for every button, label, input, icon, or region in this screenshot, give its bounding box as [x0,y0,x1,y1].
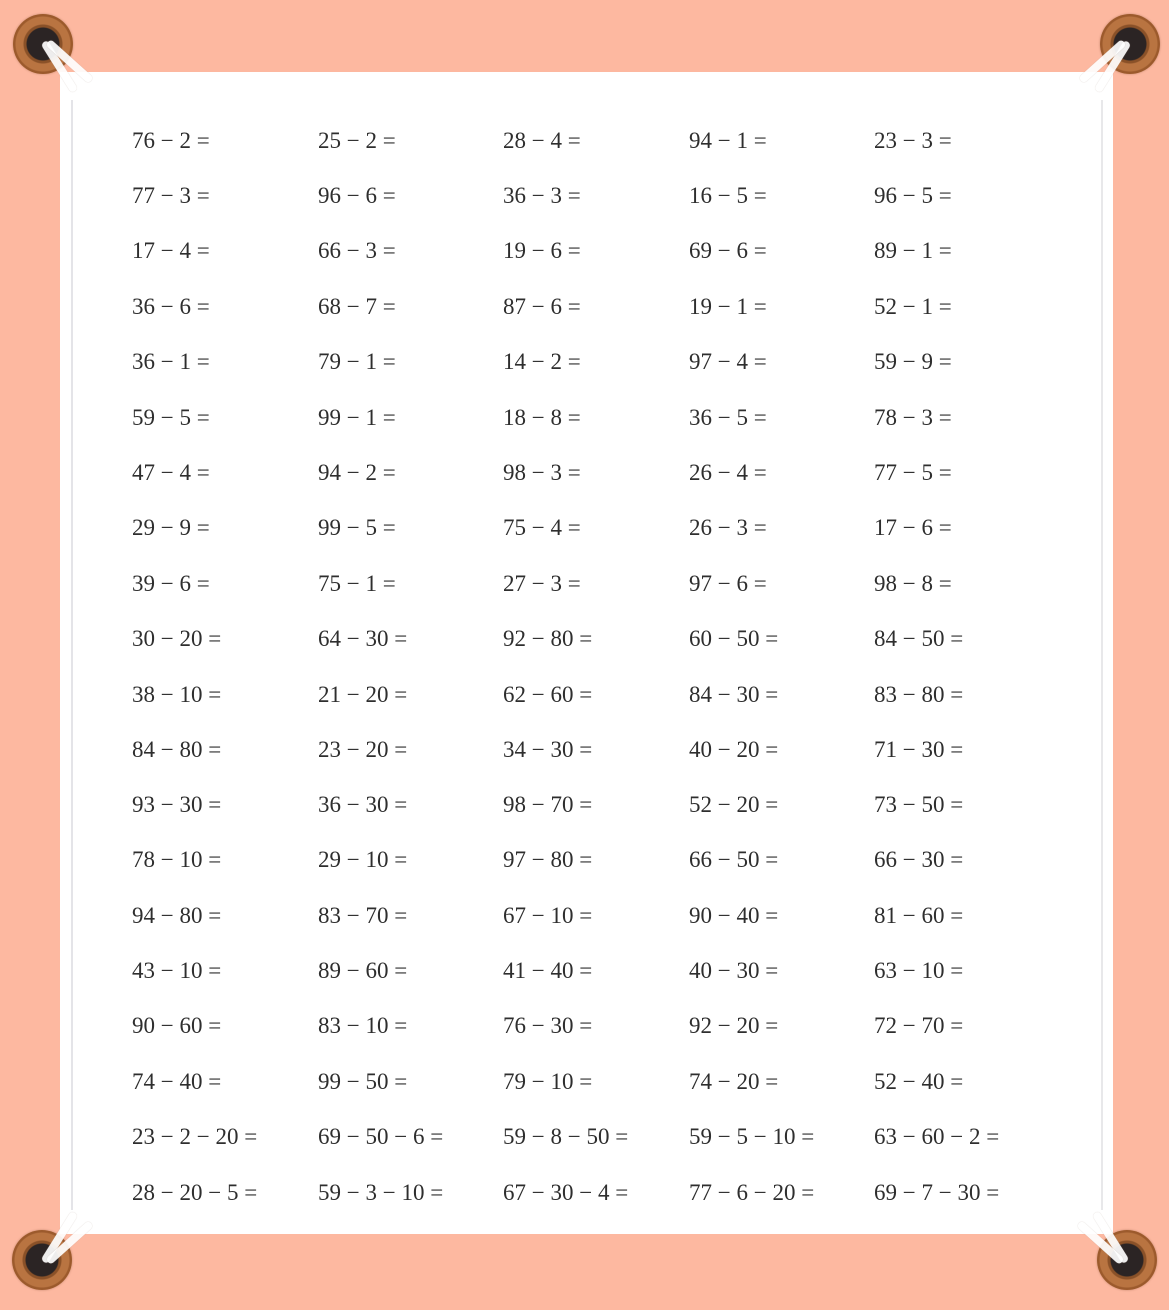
math-problem: 84 − 50 = [874,626,964,651]
math-problem: 59 − 3 − 10 = [318,1180,444,1205]
math-problem: 74 − 40 = [132,1069,222,1094]
math-problem: 59 − 5 − 10 = [689,1124,815,1149]
math-problem: 60 − 50 = [689,626,779,651]
math-problem: 81 − 60 = [874,903,964,928]
math-problem: 94 − 80 = [132,903,222,928]
math-problem: 18 − 8 = [503,405,581,430]
math-problem: 19 − 1 = [689,294,767,319]
math-problem: 68 − 7 = [318,294,396,319]
math-problem: 98 − 3 = [503,460,581,485]
math-problem: 41 − 40 = [503,958,593,983]
math-problem: 78 − 3 = [874,405,952,430]
math-problem: 96 − 5 = [874,183,952,208]
math-problem: 98 − 8 = [874,571,952,596]
math-problem: 23 − 20 = [318,737,408,762]
math-problem: 26 − 3 = [689,515,767,540]
math-problem: 52 − 20 = [689,792,779,817]
math-problem: 62 − 60 = [503,682,593,707]
math-problem: 69 − 50 − 6 = [318,1124,444,1149]
paper-edge-line-left [71,100,73,1210]
math-problem: 29 − 10 = [318,847,408,872]
math-problem: 90 − 60 = [132,1013,222,1038]
math-problem: 94 − 2 = [318,460,396,485]
paper-edge-line-right [1101,100,1103,1210]
math-problem: 17 − 6 = [874,515,952,540]
math-problem: 99 − 1 = [318,405,396,430]
math-problem: 96 − 6 = [318,183,396,208]
math-problem: 99 − 50 = [318,1069,408,1094]
math-problem: 83 − 10 = [318,1013,408,1038]
math-problem: 36 − 5 = [689,405,767,430]
math-problem: 64 − 30 = [318,626,408,651]
math-problem: 99 − 5 = [318,515,396,540]
math-problem: 17 − 4 = [132,238,210,263]
math-problem: 93 − 30 = [132,792,222,817]
math-problem: 23 − 3 = [874,128,952,153]
math-problem: 25 − 2 = [318,128,396,153]
math-problem: 36 − 6 = [132,294,210,319]
math-problem: 79 − 1 = [318,349,396,374]
math-problem: 75 − 4 = [503,515,581,540]
math-problem: 16 − 5 = [689,183,767,208]
math-problem: 21 − 20 = [318,682,408,707]
math-problem: 83 − 80 = [874,682,964,707]
worksheet-paper [60,72,1113,1234]
math-problem: 34 − 30 = [503,737,593,762]
math-problem: 63 − 60 − 2 = [874,1124,1000,1149]
math-problem: 59 − 9 = [874,349,952,374]
math-problem: 87 − 6 = [503,294,581,319]
math-problem: 74 − 20 = [689,1069,779,1094]
math-problem: 47 − 4 = [132,460,210,485]
math-problem: 78 − 10 = [132,847,222,872]
math-problem: 97 − 80 = [503,847,593,872]
math-problem: 84 − 30 = [689,682,779,707]
math-problem: 71 − 30 = [874,737,964,762]
math-problem: 89 − 60 = [318,958,408,983]
math-problem: 27 − 3 = [503,571,581,596]
math-problem: 28 − 4 = [503,128,581,153]
math-problem: 77 − 3 = [132,183,210,208]
math-problem: 26 − 4 = [689,460,767,485]
math-problem: 52 − 40 = [874,1069,964,1094]
math-problem: 75 − 1 = [318,571,396,596]
math-problem: 67 − 10 = [503,903,593,928]
math-problem: 77 − 5 = [874,460,952,485]
math-problem: 63 − 10 = [874,958,964,983]
math-problem: 59 − 8 − 50 = [503,1124,629,1149]
math-problem: 76 − 30 = [503,1013,593,1038]
math-problem: 36 − 3 = [503,183,581,208]
math-problem: 97 − 6 = [689,571,767,596]
math-problem: 98 − 70 = [503,792,593,817]
math-problem: 66 − 30 = [874,847,964,872]
math-problem: 92 − 80 = [503,626,593,651]
math-problem: 59 − 5 = [132,405,210,430]
math-problem: 90 − 40 = [689,903,779,928]
math-problem: 79 − 10 = [503,1069,593,1094]
math-problem: 84 − 80 = [132,737,222,762]
math-problem: 52 − 1 = [874,294,952,319]
math-problem: 66 − 3 = [318,238,396,263]
math-problem: 83 − 70 = [318,903,408,928]
math-problem: 67 − 30 − 4 = [503,1180,629,1205]
math-problem: 89 − 1 = [874,238,952,263]
math-problem: 30 − 20 = [132,626,222,651]
math-problem: 40 − 20 = [689,737,779,762]
math-problem: 66 − 50 = [689,847,779,872]
math-problem: 77 − 6 − 20 = [689,1180,815,1205]
math-problem: 76 − 2 = [132,128,210,153]
math-problem: 73 − 50 = [874,792,964,817]
math-problem: 39 − 6 = [132,571,210,596]
math-problem: 40 − 30 = [689,958,779,983]
math-problem: 69 − 6 = [689,238,767,263]
math-problem: 36 − 30 = [318,792,408,817]
math-problem: 97 − 4 = [689,349,767,374]
math-problem: 28 − 20 − 5 = [132,1180,258,1205]
math-problem: 43 − 10 = [132,958,222,983]
math-problem: 72 − 70 = [874,1013,964,1038]
math-problem: 19 − 6 = [503,238,581,263]
math-problem: 38 − 10 = [132,682,222,707]
math-problem: 29 − 9 = [132,515,210,540]
math-problem: 92 − 20 = [689,1013,779,1038]
math-problem: 94 − 1 = [689,128,767,153]
math-problem: 14 − 2 = [503,349,581,374]
math-problem: 23 − 2 − 20 = [132,1124,258,1149]
math-problem: 36 − 1 = [132,349,210,374]
math-problem: 69 − 7 − 30 = [874,1180,1000,1205]
